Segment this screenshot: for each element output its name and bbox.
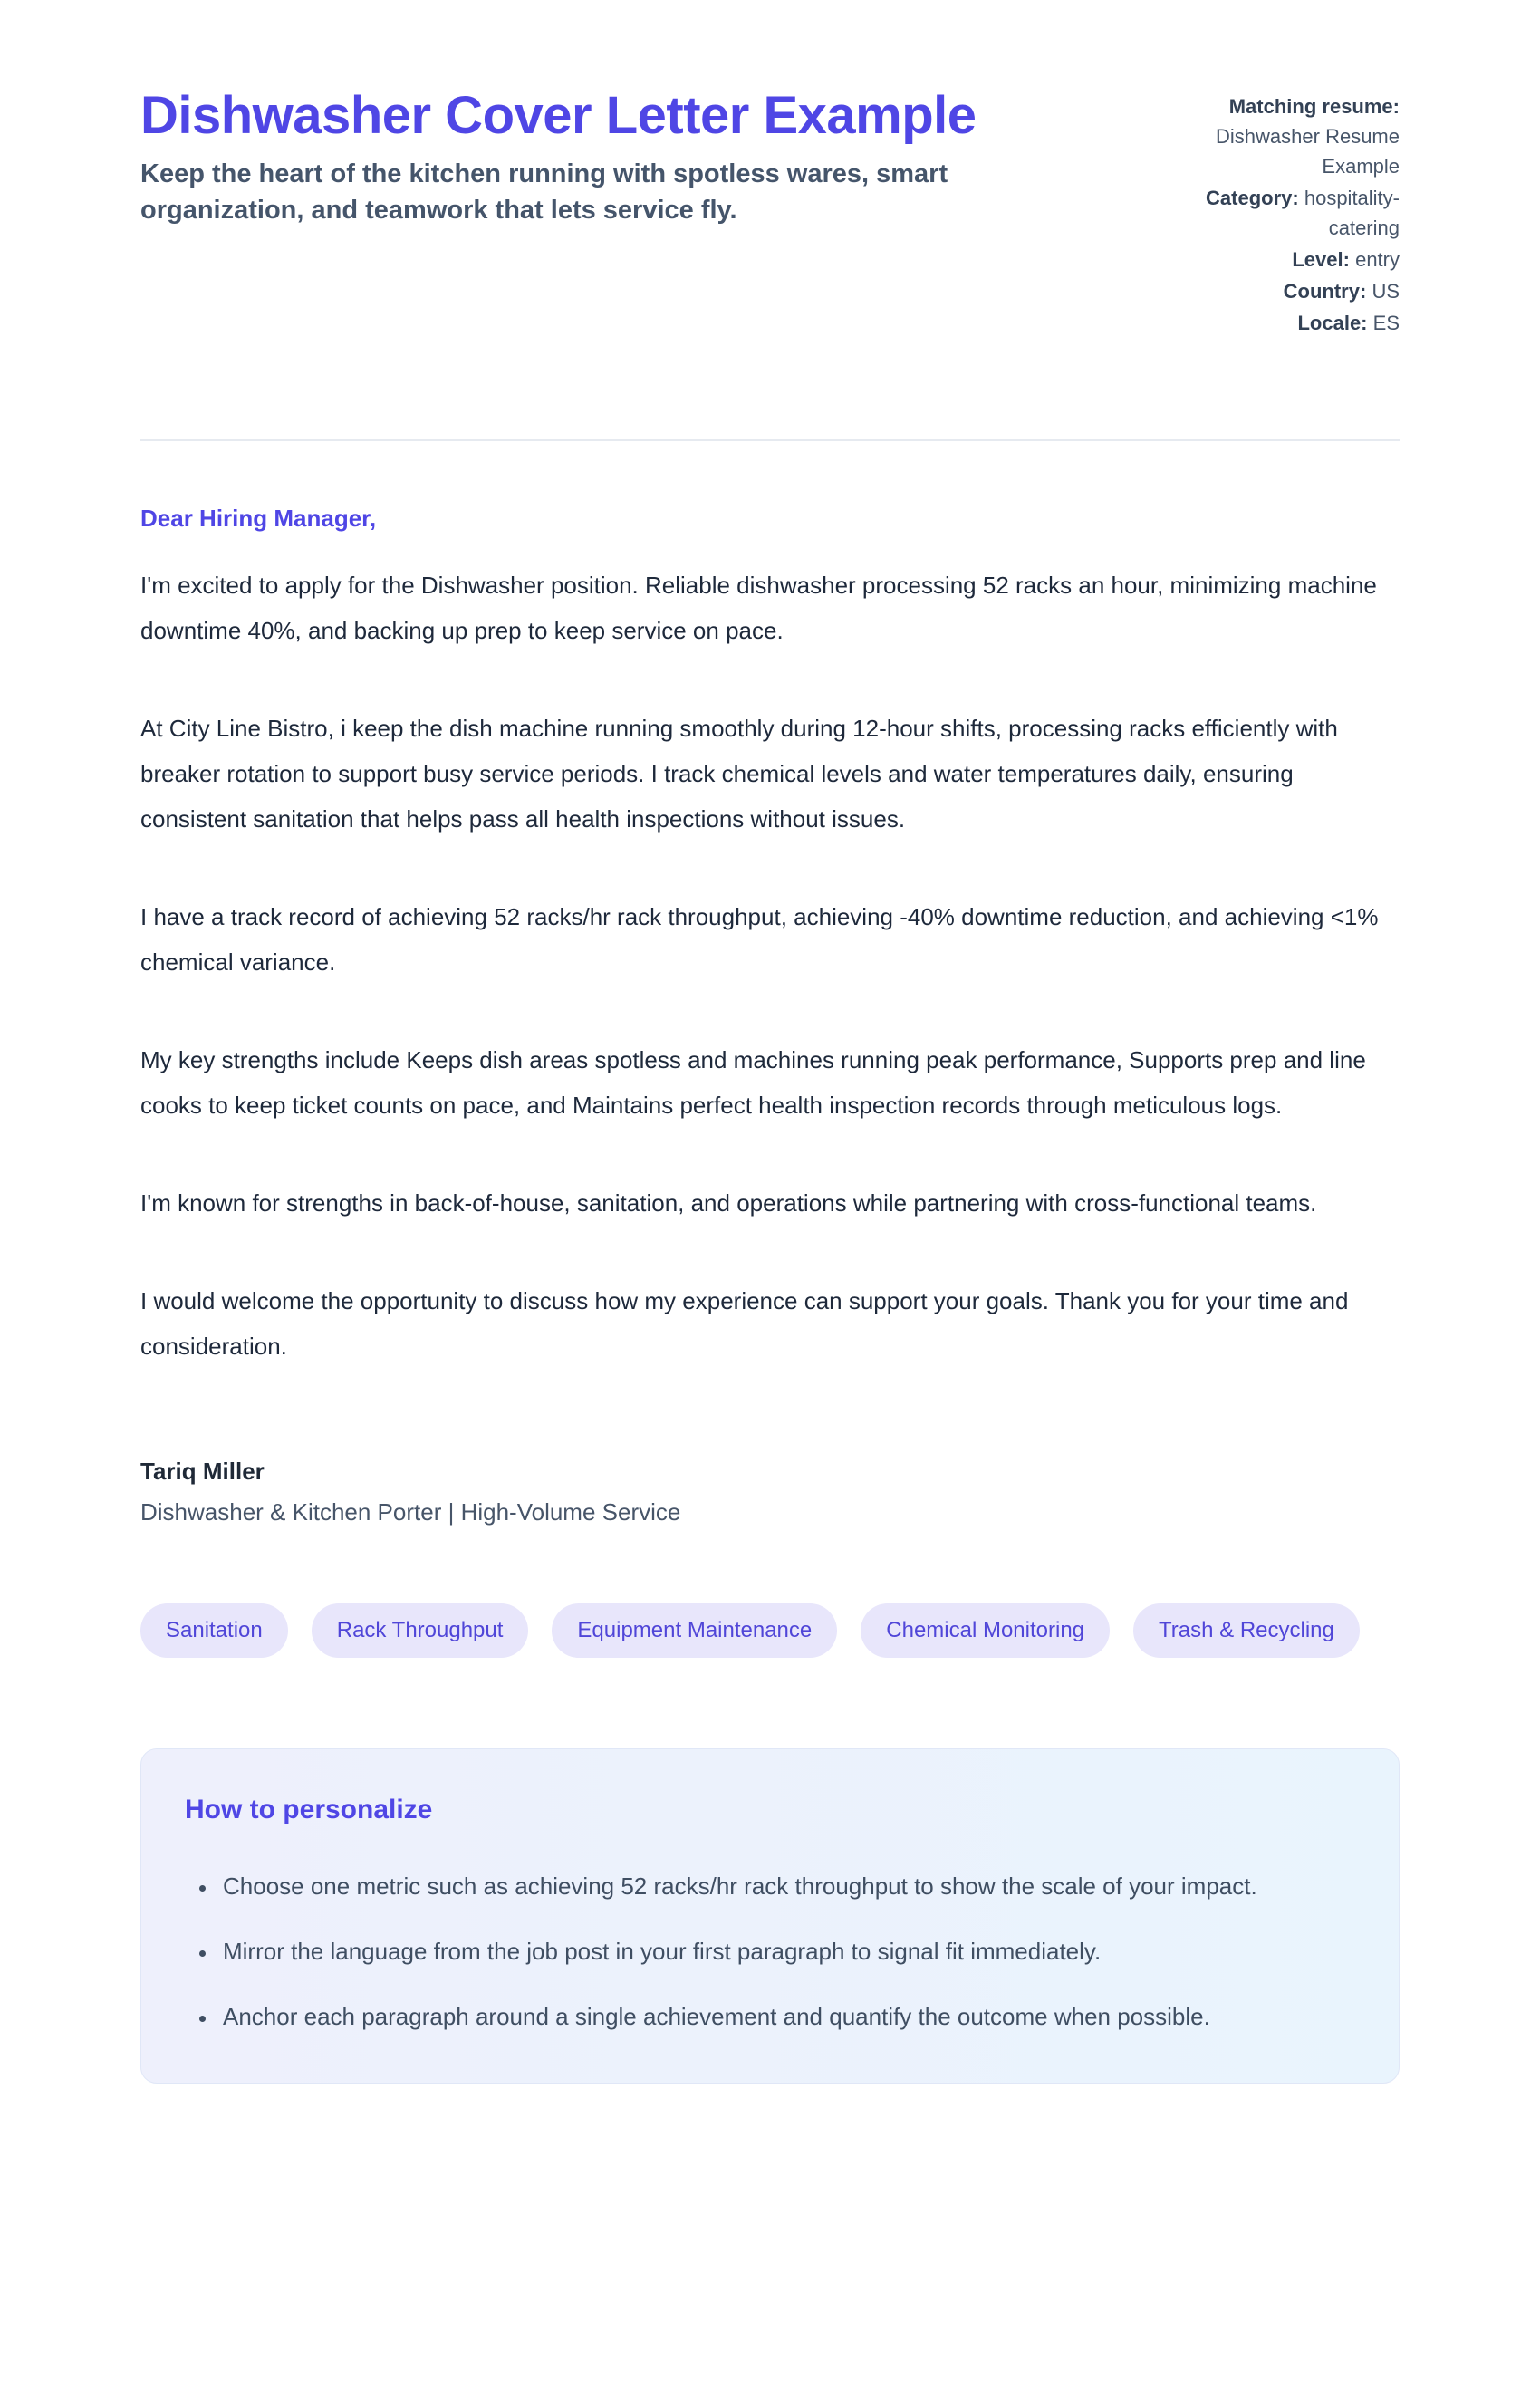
personalize-heading: How to personalize — [185, 1795, 433, 1824]
resume-meta — [1141, 86, 1400, 340]
letter-body — [140, 505, 1400, 1526]
skill-tag-sanitation: Sanitation — [140, 1603, 288, 1658]
salutation: Dear Hiring Manager, — [140, 505, 377, 532]
meta-value: Dishwasher Resume Example — [1216, 125, 1400, 178]
meta-item-category — [1141, 183, 1400, 243]
skill-tags — [140, 1603, 1400, 1658]
letter-paragraph: I'm excited to apply for the Dishwasher position. Reliable dishwasher processing 52 racks an hour, minimizing machine downtime 40%, and backing up prep to keep service on pace. — [140, 572, 1377, 644]
meta-value: entry — [1355, 248, 1400, 271]
meta-value: US — [1372, 280, 1400, 303]
personalize-tip: • Choose one metric such as achieving 52 racks/hr rack throughput to show the scale of your impact. — [217, 1863, 1355, 1909]
meta-label: Country: — [1283, 280, 1367, 303]
header-divider — [140, 439, 1400, 441]
meta-item-matching-resume — [1141, 91, 1400, 181]
skill-tag-chemical-monitoring: Chemical Monitoring — [861, 1603, 1110, 1658]
page-title: Dishwasher Cover Letter Example — [140, 86, 977, 145]
header-title-block — [140, 86, 977, 228]
letter-paragraph: I would welcome the opportunity to discuss how my experience can support your goals. Thank you for your time and consideration. — [140, 1287, 1349, 1360]
signature-name: Tariq Miller — [140, 1458, 265, 1485]
skill-tag-rack-throughput: Rack Throughput — [312, 1603, 529, 1658]
signature-block — [140, 1458, 1400, 1526]
meta-label: Category: — [1206, 187, 1299, 209]
personalize-card — [140, 1748, 1400, 2084]
meta-value: ES — [1372, 312, 1400, 334]
letter-paragraph: I'm known for strengths in back-of-house, sanitation, and operations while partnering with cross-functional teams. — [140, 1189, 1317, 1217]
meta-label: Level: — [1292, 248, 1350, 271]
meta-item-locale — [1141, 308, 1400, 338]
letter-paragraph: My key strengths include Keeps dish areas spotless and machines running peak performance, Supports prep and line cooks to keep ticket counts on pace, and Maintains perfect health inspection records through meticulous logs. — [140, 1046, 1366, 1119]
page-subtitle: Keep the heart of the kitchen running with spotless wares, smart organization, and teamwork that lets service fly. — [140, 159, 948, 225]
letter-paragraph: I have a track record of achieving 52 racks/hr rack throughput, achieving -40% downtime reduction, and achieving <1% chemical variance. — [140, 903, 1379, 976]
meta-label: Locale: — [1297, 312, 1368, 334]
skill-tag-trash-recycling: Trash & Recycling — [1133, 1603, 1360, 1658]
personalize-tips-list — [185, 1863, 1355, 2039]
signature-role: Dishwasher & Kitchen Porter | High-Volume Service — [140, 1498, 681, 1526]
personalize-tip: • Mirror the language from the job post in your first paragraph to signal fit immediately. — [217, 1929, 1355, 1974]
page-header — [140, 86, 1400, 340]
personalize-tip: • Anchor each paragraph around a single achievement and quantify the outcome when possible. — [217, 1994, 1355, 2039]
meta-item-country — [1141, 276, 1400, 306]
meta-item-level — [1141, 245, 1400, 274]
letter-paragraph: At City Line Bistro, i keep the dish machine running smoothly during 12-hour shifts, processing racks efficiently with breaker rotation to support busy service periods. I track chemical levels and water temperatures daily, ensuring consistent sanitation that helps pass all health inspections without issues. — [140, 715, 1338, 833]
cover-letter-page — [140, 0, 1400, 2171]
meta-label: Matching resume: — [1228, 95, 1400, 118]
skill-tag-equipment-maintenance: Equipment Maintenance — [552, 1603, 837, 1658]
meta-value: hospitality-catering — [1304, 187, 1400, 239]
